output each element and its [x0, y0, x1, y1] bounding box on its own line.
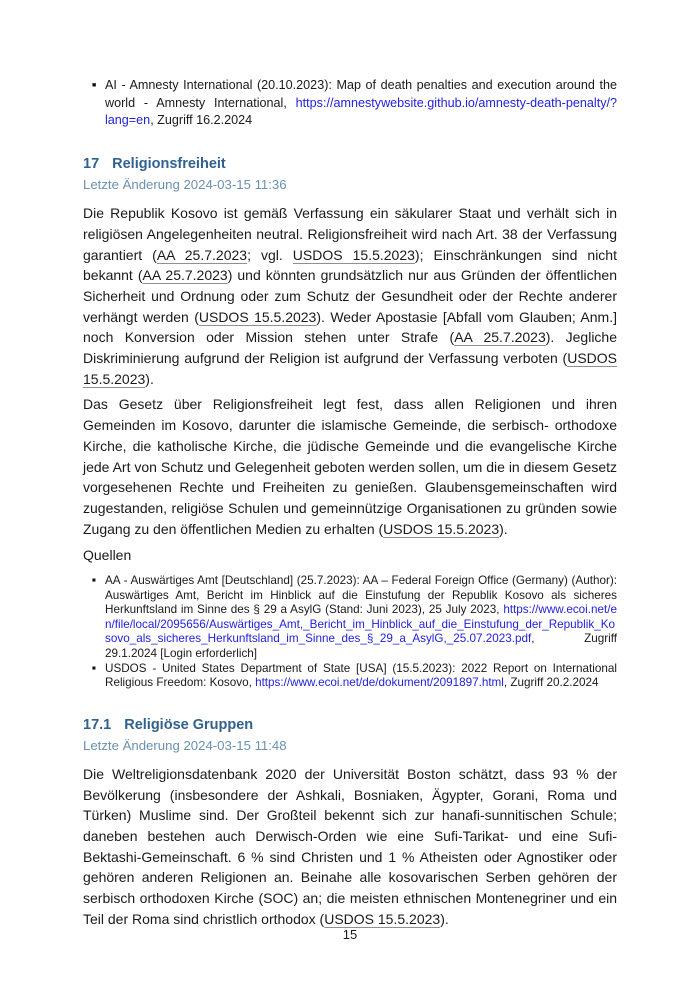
source-item: [83, 574, 617, 662]
last-modified-17: Letzte Änderung 2024-03-15 11:36: [83, 177, 287, 193]
citation: USDOS 15.5.2023: [83, 350, 617, 387]
page-content: [83, 0, 617, 929]
text-run: ).: [440, 910, 449, 927]
text-run: ) und könnten grundsätzlich nur aus Gründen der öffentlichen Sicherheit und Ordnung oder zum Schutz der Gesundheit oder der Rechte anderer verhängt werden (: [83, 267, 618, 325]
section-title: Religionsfreiheit: [112, 156, 226, 173]
text-run: USDOS - United States Department of State [USA] (15.5.2023): 2022 Report on International Religious Freedom: Kosovo,: [105, 661, 617, 690]
sources-label: Quellen: [83, 547, 132, 564]
section-heading-17-1: [83, 717, 617, 733]
citation: USDOS 15.5.2023: [383, 520, 500, 537]
source-text: [105, 78, 617, 127]
text-run: ).: [499, 520, 508, 537]
bullet-icon: ■: [92, 82, 97, 89]
source-list-previous: [83, 77, 617, 130]
paragraph: [83, 764, 617, 930]
citation: USDOS 15.5.2023: [198, 308, 317, 325]
section-title: Religiöse Gruppen: [124, 716, 254, 733]
bullet-icon: ■: [92, 577, 96, 585]
citation: AA 25.7.2023: [454, 329, 546, 346]
text-run: ). Weder Apostasie [Abfall vom Glauben; Anm.] noch Konversion oder Mission stehen unter Strafe (: [83, 308, 617, 346]
text-run: Das Gesetz über Religionsfreiheit legt fest, dass allen Religionen und ihren Gemeinden im Kosovo, darunter die islamische Gemeinde, die serbisch- orthodoxe Kirche, die katholische Kirche, die jüdische Gemeinde und die evangelische Kirche jede Art von Schutz und Gelegenheit geboten werden sollen, um die in diesem Gesetz vorgesehenen Rechte und Freiheiten zu genießen. Glaubensgemeinschaften wird zugestanden, religiöse Schulen und gemeinnützige Organisationen zu gründen sowie Zugang zu den öffentlichen Medien zu erhalten (: [83, 396, 617, 537]
text-run: AA - Auswärtiges Amt [Deutschland] (25.7.2023): AA – Federal Foreign Office (Germany) (Author): Auswärtiges Amt, Bericht im Hinblick auf die Einstufung der Republik Kosovo als sicheres Herkunftsland im Sinne des § 29 a AsylG (Stand: Juni 2023), 25 July 2023,: [105, 574, 617, 617]
section-heading-17: [83, 156, 617, 172]
page-number: 15: [342, 927, 358, 942]
text-run: Die Republik Kosovo ist gemäß Verfassung ein säkularer Staat und verhält sich in religiösen Angelegenheiten neutral. Religionsfreiheit wird nach Art. 38 der Verfassung garantiert (: [83, 205, 617, 263]
source-text: [105, 662, 617, 690]
text-run: , Zugriff 16.2.2024: [150, 113, 253, 128]
hyperlink[interactable]: https://www.ecoi.net/en/file/local/2095656/Auswärtiges_Amt,_Bericht_im_Hinblick_auf_die_Einstufung_der_Republik_Kosovo_als_sicheres_Herkunftsland_im_Sinne_des_§_29_a_AsylG,_25.07.2023.pdf: [105, 603, 617, 646]
text-run: ). Jegliche Diskriminierung aufgrund der Religion ist aufgrund der Verfassung verboten (: [83, 329, 618, 367]
section-number: 17: [83, 156, 100, 173]
source-item: [83, 662, 617, 691]
paragraph: [83, 394, 617, 539]
bullet-icon: ■: [92, 664, 96, 672]
text-run: ).: [145, 370, 154, 387]
text-run: ); Einschränkungen sind nicht bekannt (: [83, 246, 617, 284]
text-run: , Zugriff 20.2.2024: [503, 676, 599, 690]
source-item: [83, 77, 617, 130]
source-text: [105, 574, 617, 660]
hyperlink[interactable]: https://www.ecoi.net/de/dokument/2091897.html: [255, 676, 504, 690]
hyperlink[interactable]: https://amnestywebsite.github.io/amnesty-death-penalty/?lang=en: [105, 95, 617, 128]
text-run: ; vgl.: [247, 246, 293, 263]
source-list: [83, 574, 617, 691]
citation: USDOS 15.5.2023: [292, 246, 415, 263]
text-run: , Zugriff 29.1.2024 [Login erforderlich]: [105, 632, 617, 661]
text-run: AI - Amnesty International (20.10.2023): Map of death penalties and execution around the world - Amnesty International,: [105, 78, 617, 110]
citation: AA 25.7.2023: [156, 246, 248, 263]
paragraph: [83, 203, 617, 389]
section-number: 17.1: [83, 716, 112, 733]
citation: AA 25.7.2023: [142, 267, 228, 284]
citation: USDOS 15.5.2023: [324, 910, 441, 927]
last-modified-17-1: Letzte Änderung 2024-03-15 11:48: [83, 737, 287, 753]
text-run: Die Weltreligionsdatenbank 2020 der Universität Boston schätzt, dass 93 % der Bevölkerung (insbesondere der Ashkali, Bosniaken, Ägypter, Gorani, Roma und Türken) Muslime sind. Der Großteil bekennt sich zur hanafi-sunnitischen Schule; daneben bestehen auch Derwisch-Orden wie eine Sufi-Tarikat- und eine Sufi-Bektashi-Gemeinschaft. 6 % sind Christen und 1 % Atheisten oder Agnostiker oder gehören anderen Religionen an. Beinahe alle kosovarischen Serben gehören der serbisch orthodoxen Kirche (SOC) an; die meisten ethnischen Montenegriner und ein Teil der Roma sind christlich orthodox (: [83, 765, 617, 927]
